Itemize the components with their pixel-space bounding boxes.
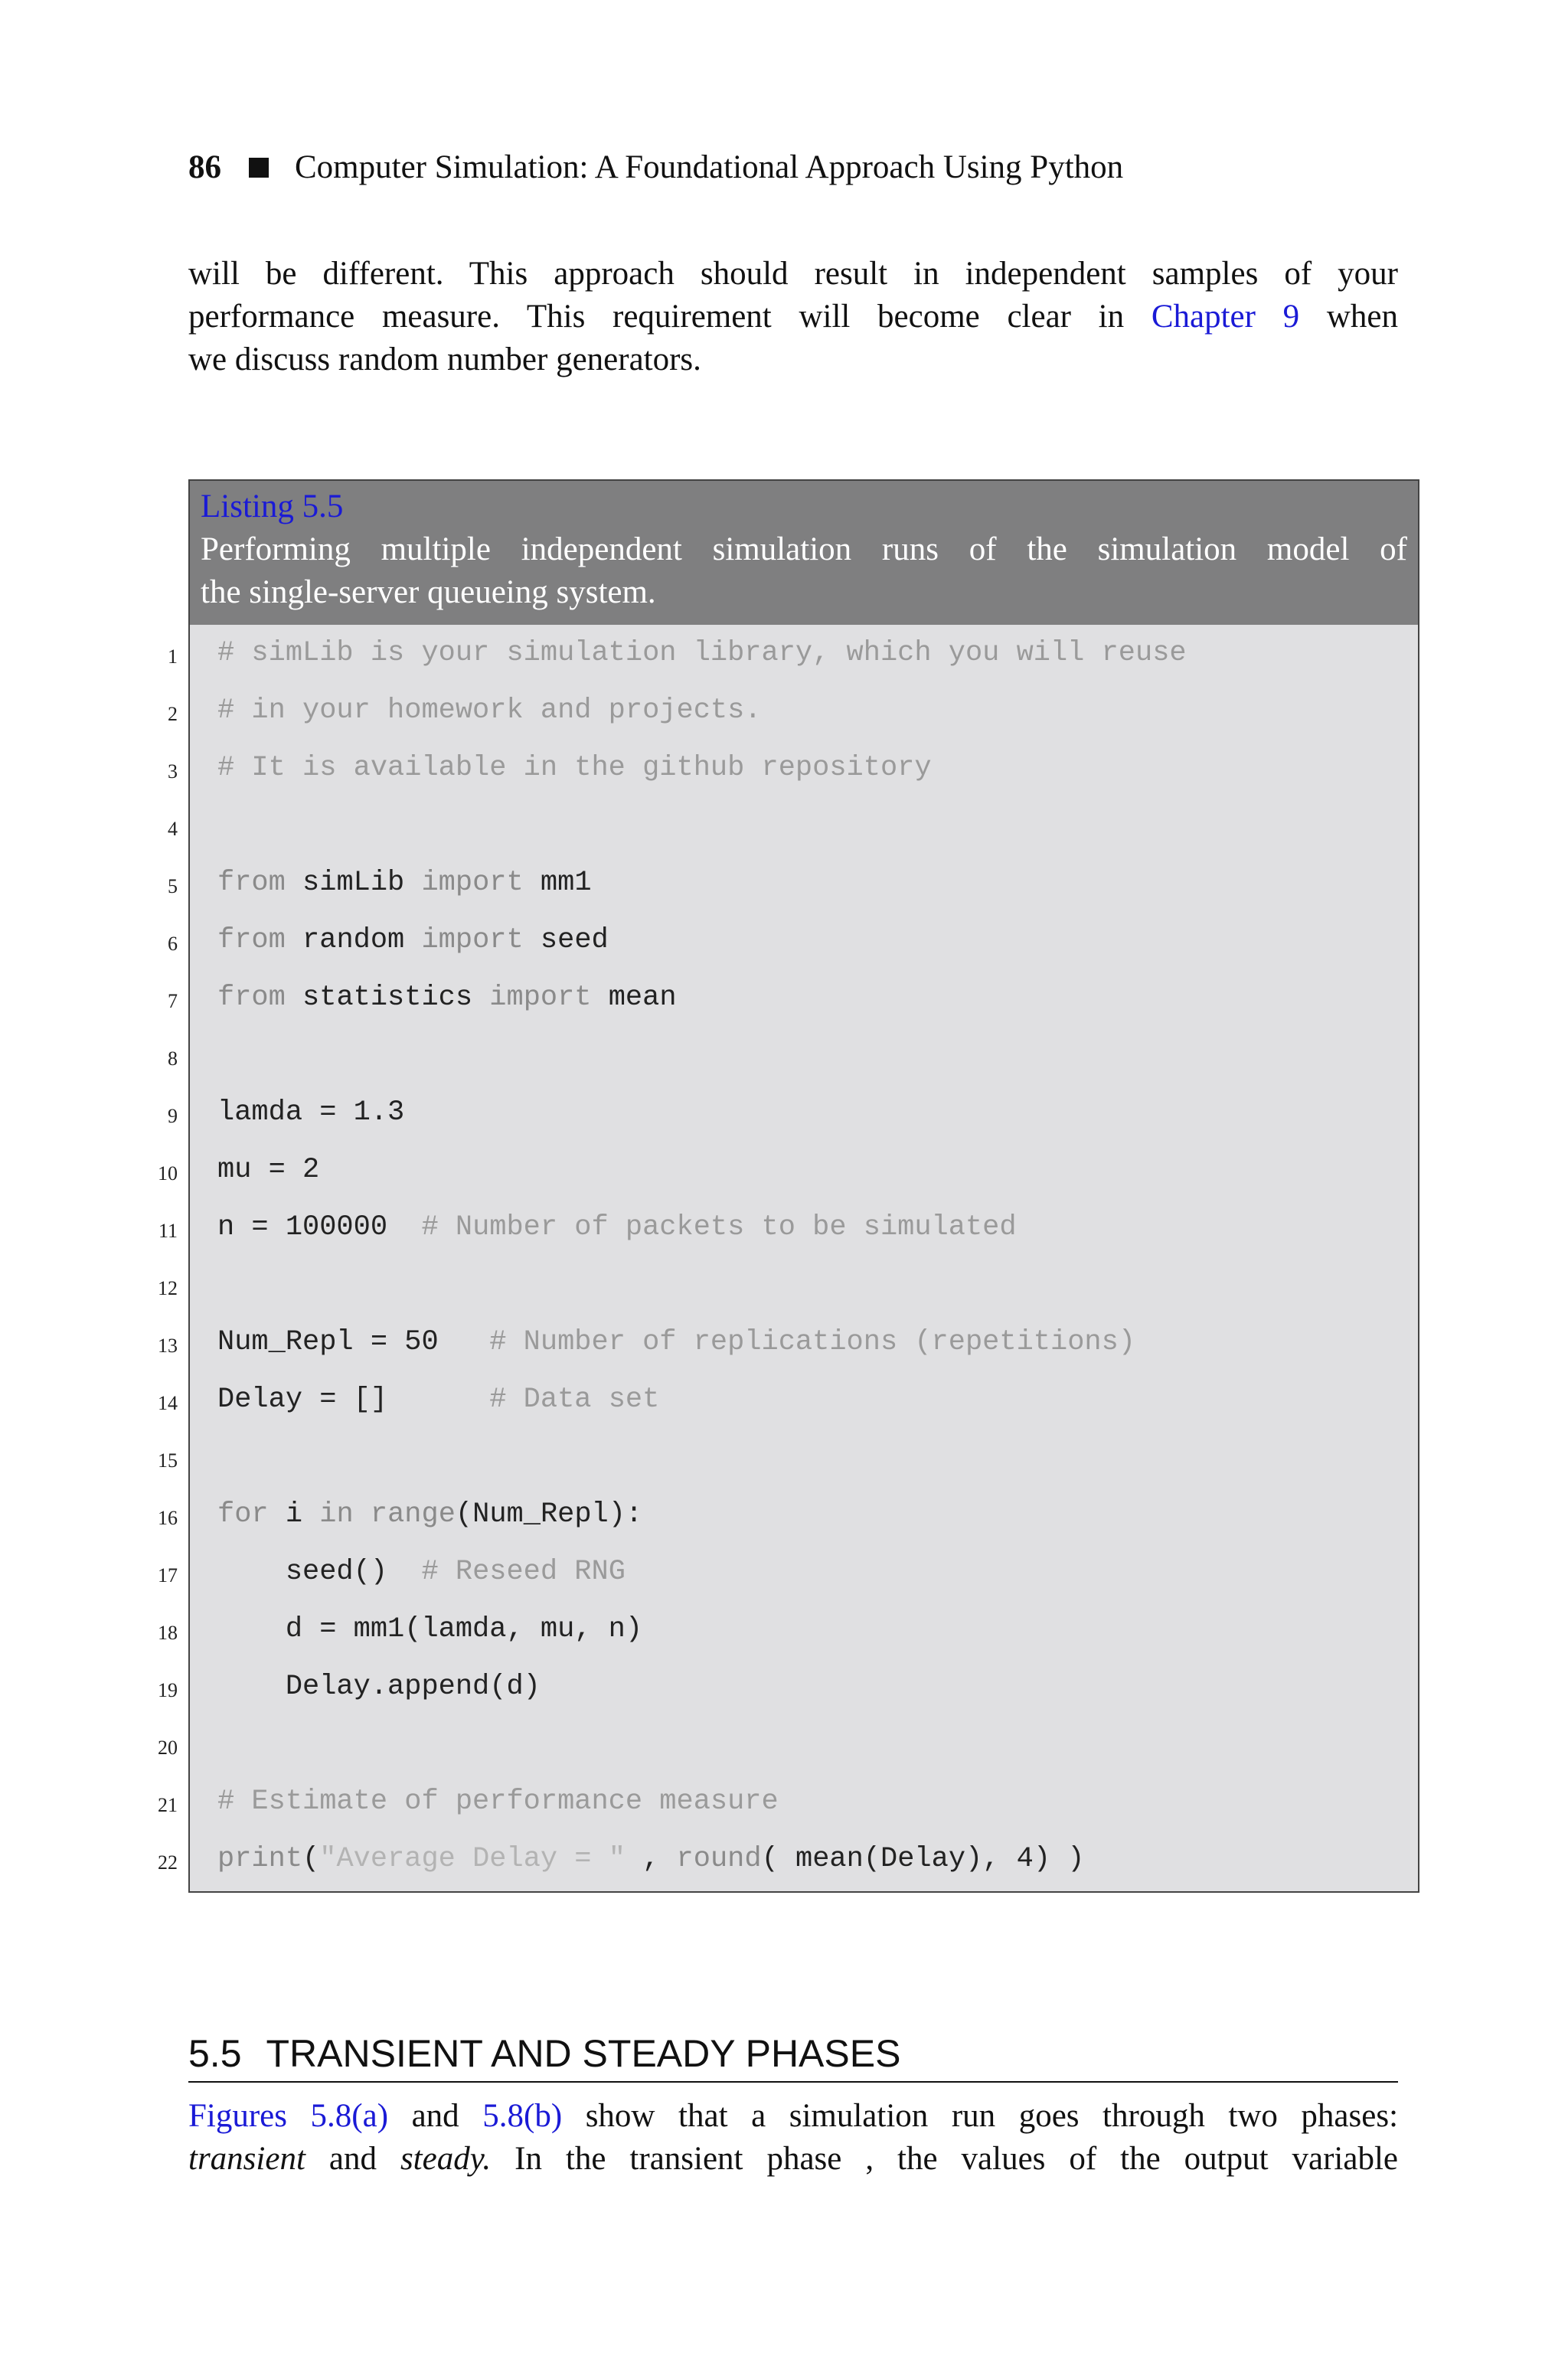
code-keyword: print <box>217 1843 303 1875</box>
intro-line-2-text: performance measure. This requirement will become clear in <box>188 299 1125 335</box>
section-paragraph-line-2-text: In the transient phase , the values of the output variable <box>514 2141 1398 2177</box>
line-number: 12 <box>158 1277 178 1299</box>
code-line <box>158 1142 1418 1199</box>
line-number: 9 <box>168 1105 178 1127</box>
code-text <box>217 969 677 1027</box>
code-comment: # in your homework and projects. <box>217 694 762 727</box>
section-number: 5.5 <box>188 2032 242 2075</box>
code-token: seed() <box>217 1556 422 1588</box>
code-keyword: import <box>421 924 524 956</box>
intro-line-1: will be different. This approach should result in independent samples of your <box>188 256 1398 292</box>
code-token: random <box>285 924 422 956</box>
code-text <box>217 1544 626 1601</box>
section-paragraph <box>188 2095 1398 2181</box>
code-token: , <box>625 1843 677 1875</box>
code-keyword: from <box>217 867 286 899</box>
code-token: d = mm1(lamda, mu, n) <box>217 1613 643 1645</box>
line-number: 17 <box>158 1564 178 1586</box>
code-comment: # Data set <box>489 1384 660 1416</box>
and-text-2: and <box>328 2141 377 2177</box>
book-title: Computer Simulation: A Foundational Approach Using Python <box>295 149 1124 185</box>
header-square-icon <box>249 158 269 178</box>
code-block <box>158 625 1418 1888</box>
code-line <box>158 1773 1418 1831</box>
code-comment: # Number of replications (repetitions) <box>489 1326 1136 1358</box>
line-number: 7 <box>168 990 178 1012</box>
code-text <box>217 1314 1135 1371</box>
code-line <box>168 1027 1418 1084</box>
code-line <box>158 1371 1418 1429</box>
line-number: 8 <box>168 1047 178 1070</box>
code-token: mean <box>591 982 677 1014</box>
code-token: mm1 <box>523 867 592 899</box>
code-token: seed <box>523 924 609 956</box>
intro-line-2-end: when <box>1326 299 1398 335</box>
section-title: TRANSIENT AND STEADY PHASES <box>266 2032 901 2075</box>
line-number: 19 <box>158 1679 178 1701</box>
code-string: "Average Delay = " <box>319 1843 626 1875</box>
line-number: 5 <box>168 875 178 897</box>
code-comment: # Reseed RNG <box>421 1556 626 1588</box>
intro-paragraph <box>188 253 1398 381</box>
code-line <box>168 969 1418 1027</box>
code-text <box>217 625 1187 682</box>
running-header <box>188 147 1123 188</box>
code-keyword: round <box>676 1843 762 1875</box>
code-text <box>217 1199 1017 1256</box>
code-line <box>158 1199 1418 1256</box>
listing-caption <box>190 481 1418 625</box>
code-text <box>217 1773 779 1831</box>
code-line <box>168 854 1418 912</box>
line-number: 21 <box>158 1794 178 1816</box>
code-token: (Num_Repl): <box>455 1498 643 1531</box>
code-keyword: in <box>319 1498 354 1531</box>
code-text <box>217 1486 642 1544</box>
code-line <box>158 1601 1418 1658</box>
code-keyword: range <box>370 1498 456 1531</box>
line-number: 14 <box>158 1392 178 1414</box>
intro-line-3: we discuss random number generators. <box>188 341 701 377</box>
line-number: 4 <box>168 818 178 840</box>
code-line <box>158 1544 1418 1601</box>
code-line <box>158 1314 1418 1371</box>
code-text <box>217 1142 319 1199</box>
line-number: 10 <box>158 1162 178 1184</box>
line-number: 22 <box>158 1851 178 1874</box>
code-token: i <box>268 1498 320 1531</box>
code-line <box>158 1831 1418 1888</box>
code-line <box>158 1658 1418 1716</box>
code-keyword: from <box>217 924 286 956</box>
listing-caption-line-1: Performing multiple independent simulation runs of the simulation model of <box>201 531 1407 567</box>
code-text <box>217 912 609 969</box>
line-number: 11 <box>158 1220 178 1242</box>
line-number: 18 <box>158 1622 178 1644</box>
code-line <box>158 1256 1418 1314</box>
code-token <box>354 1498 371 1531</box>
intro-line-2 <box>188 296 1398 338</box>
code-line <box>168 912 1418 969</box>
code-token: simLib <box>285 867 422 899</box>
code-text <box>217 1084 404 1142</box>
code-line <box>168 625 1418 682</box>
listing-caption-line-2: the single-server queueing system. <box>201 574 656 610</box>
line-number: 15 <box>158 1449 178 1472</box>
code-token: statistics <box>285 982 490 1014</box>
code-line <box>158 1429 1418 1486</box>
figure-5-8b-link[interactable]: 5.8(b) <box>482 2098 563 2134</box>
code-line <box>168 682 1418 740</box>
code-comment: # It is available in the github repository <box>217 752 932 784</box>
code-listing <box>158 479 1419 1893</box>
code-text <box>217 1831 1084 1888</box>
section-paragraph-line-1-text: show that a simulation run goes through two phases: <box>585 2098 1399 2134</box>
code-token: Delay.append(d) <box>217 1671 541 1703</box>
code-text <box>217 1658 541 1716</box>
term-transient: transient <box>188 2141 305 2177</box>
code-token: Num_Repl = 50 <box>217 1326 490 1358</box>
line-number: 16 <box>158 1507 178 1529</box>
code-token: ( <box>302 1843 320 1875</box>
chapter-9-link[interactable]: Chapter 9 <box>1151 299 1300 335</box>
section-heading <box>188 2029 1398 2083</box>
code-token: lamda = 1.3 <box>217 1096 405 1129</box>
line-number: 3 <box>168 760 178 783</box>
code-line <box>158 1486 1418 1544</box>
code-token: mu = 2 <box>217 1154 320 1186</box>
listing-label: Listing 5.5 <box>201 489 344 524</box>
line-number: 13 <box>158 1335 178 1357</box>
code-line <box>168 1084 1418 1142</box>
code-keyword: import <box>421 867 524 899</box>
page-number: 86 <box>188 149 221 185</box>
code-keyword: for <box>217 1498 269 1531</box>
code-token: Delay = [] <box>217 1384 490 1416</box>
code-line <box>168 740 1418 797</box>
code-text <box>217 854 592 912</box>
code-text <box>217 740 932 797</box>
code-keyword: from <box>217 982 286 1014</box>
code-token: n = 100000 <box>217 1211 422 1243</box>
section-paragraph-line-1 <box>188 2095 1398 2138</box>
and-text: and <box>411 2098 459 2134</box>
code-token: ( mean(Delay), 4) ) <box>761 1843 1085 1875</box>
line-number: 1 <box>168 645 178 668</box>
code-text <box>217 1371 659 1429</box>
code-text <box>217 682 762 740</box>
section-paragraph-line-2 <box>188 2138 1398 2181</box>
figure-5-8a-link[interactable]: Figures 5.8(a) <box>188 2098 389 2134</box>
code-line <box>158 1716 1418 1773</box>
line-number: 2 <box>168 703 178 725</box>
code-line <box>168 797 1418 854</box>
code-comment: # Estimate of performance measure <box>217 1786 779 1818</box>
code-comment: # simLib is your simulation library, which you will reuse <box>217 637 1187 669</box>
term-steady: steady. <box>400 2141 492 2177</box>
code-text <box>217 1601 642 1658</box>
code-comment: # Number of packets to be simulated <box>421 1211 1017 1243</box>
code-keyword: import <box>489 982 592 1014</box>
line-number: 6 <box>168 933 178 955</box>
line-number: 20 <box>158 1737 178 1759</box>
